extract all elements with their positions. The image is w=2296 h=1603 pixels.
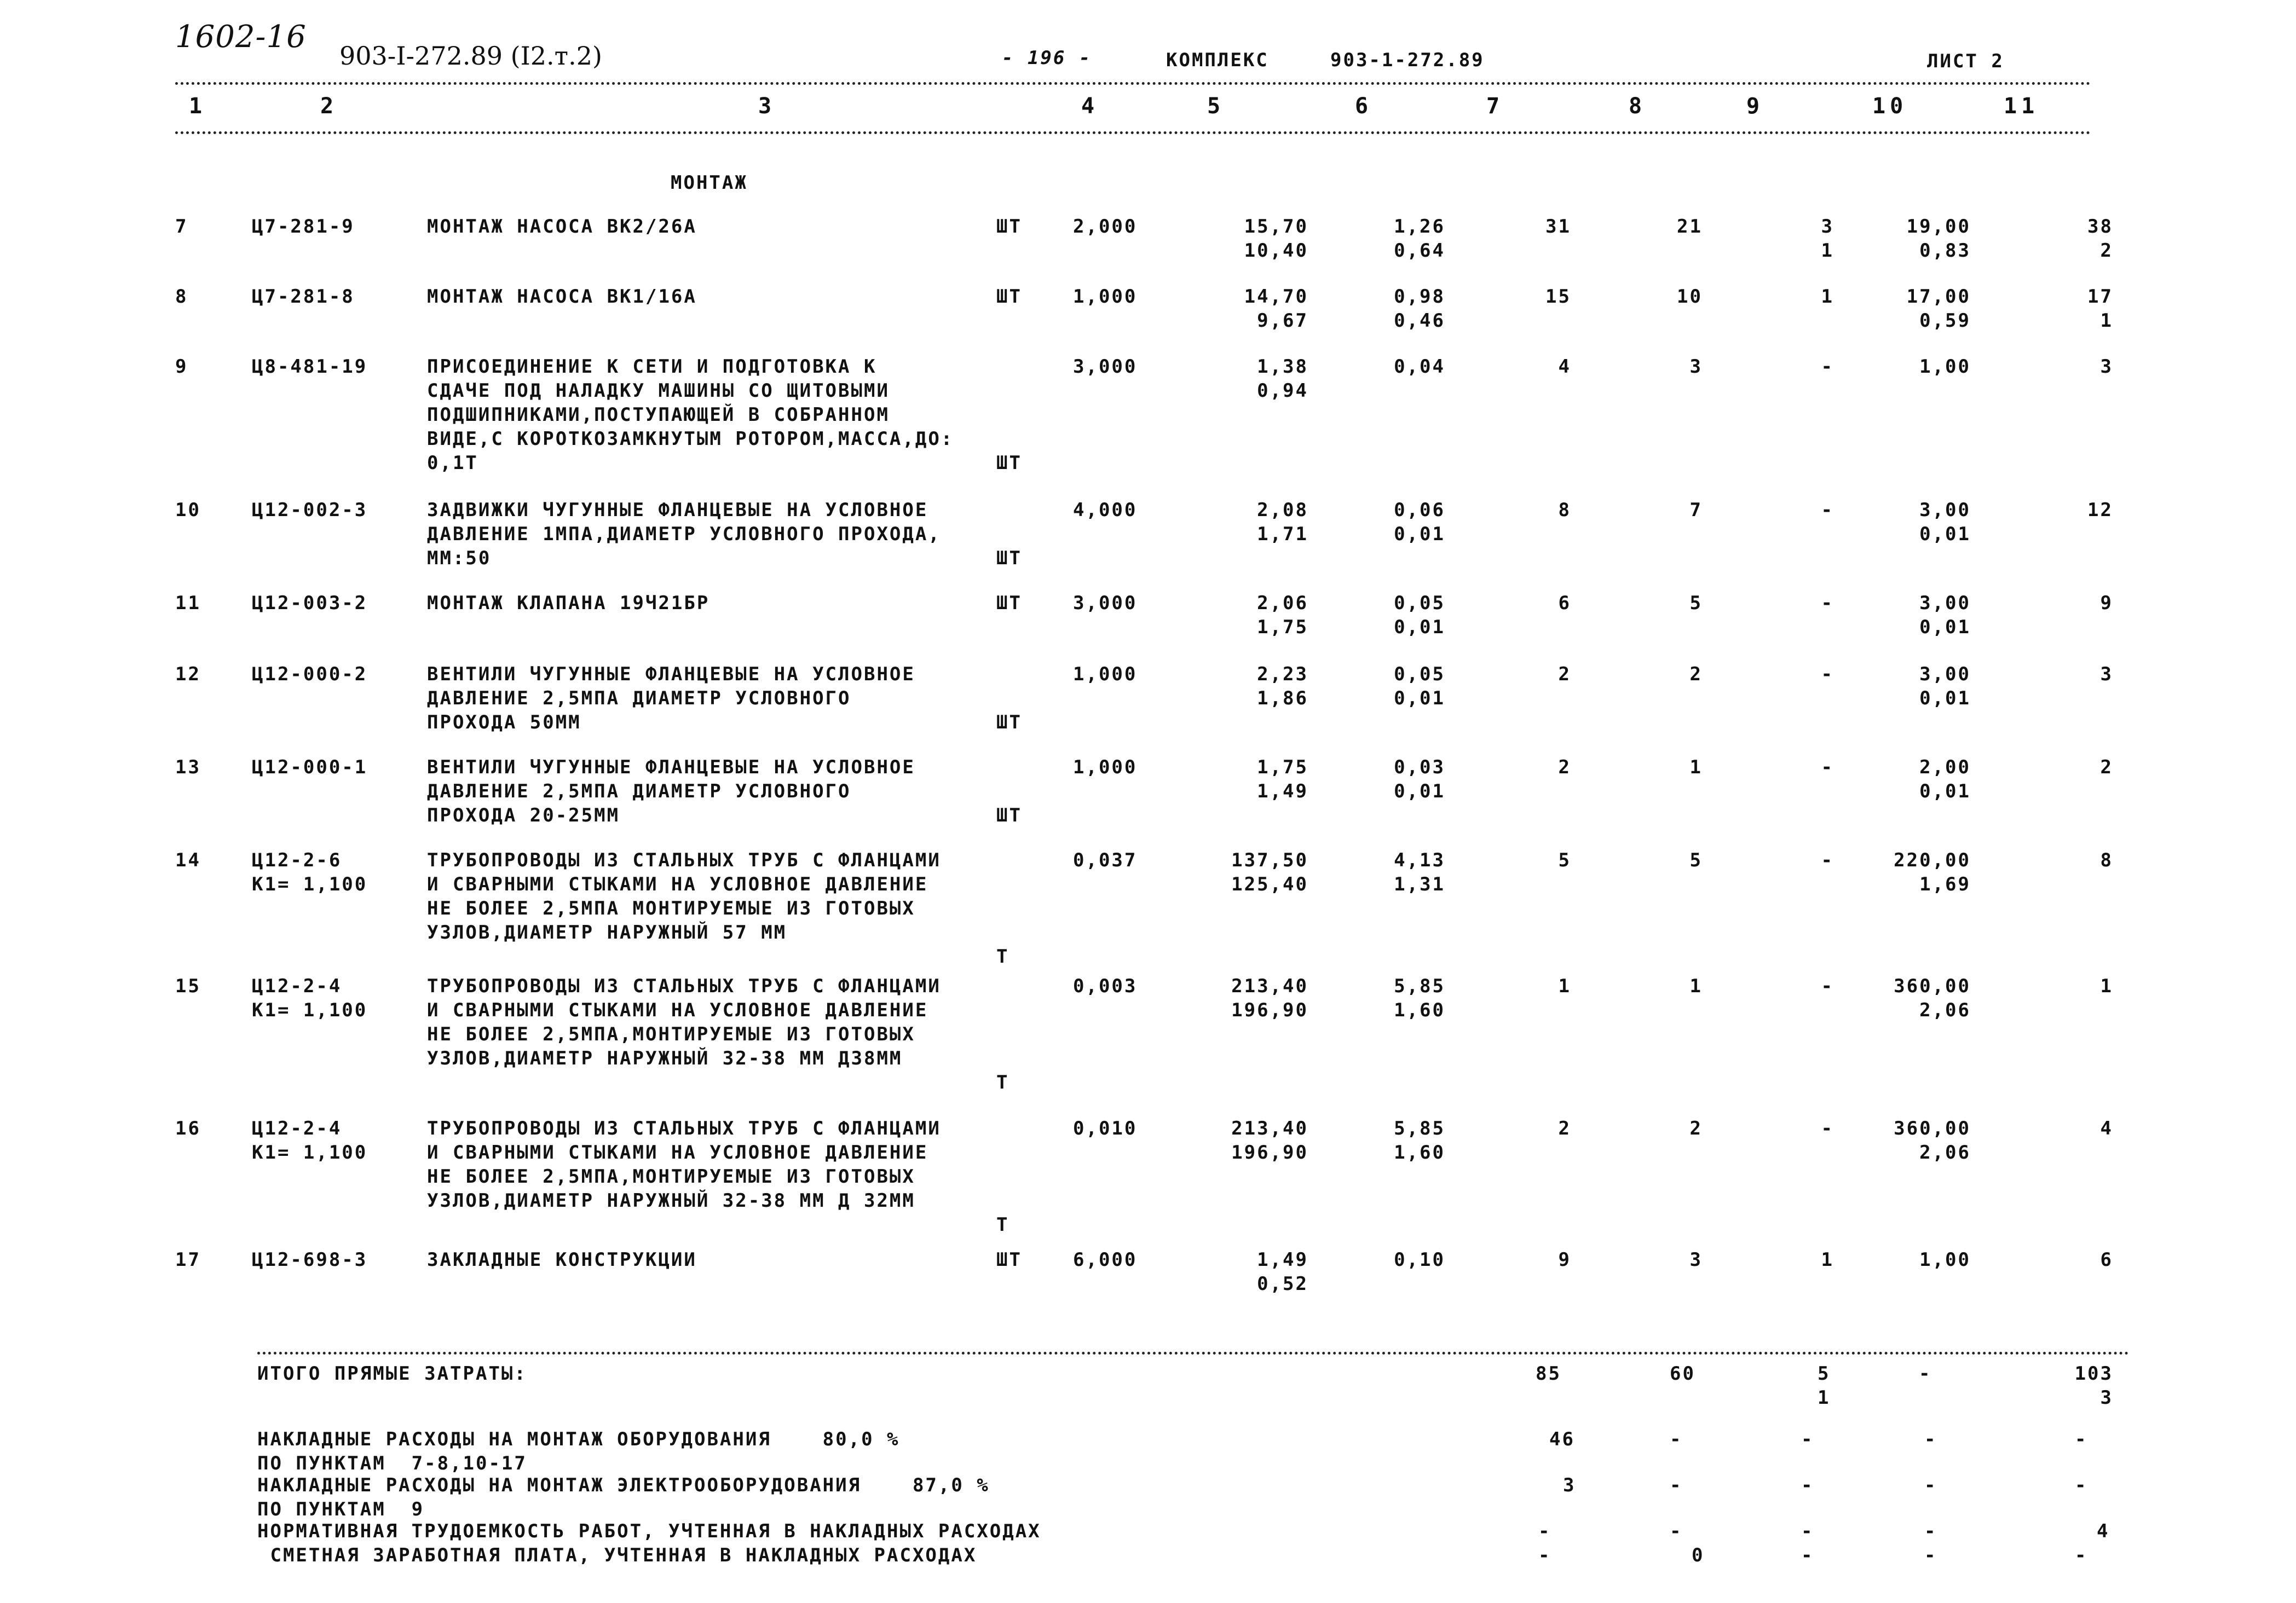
cell-c10: 360,00 2,06 (1894, 1118, 1971, 1164)
cell-c6: 0,98 0,46 (1394, 286, 1445, 332)
cell-c11: 38 2 (2087, 216, 2113, 262)
cell-qty: 6,000 (1073, 1249, 1138, 1271)
overhead-electrical-col11: - (2075, 1474, 2088, 1496)
cell-c8: 10 (1677, 286, 1703, 308)
cell-n: 8 (175, 286, 188, 308)
cell-code: Ц12-2-6 К1= 1,100 (252, 849, 368, 895)
cell-c5: 1,49 0,52 (1257, 1249, 1308, 1295)
estimated-wages-col9: - (1801, 1544, 1814, 1566)
cell-qty: 2,000 (1073, 216, 1138, 238)
cell-n: 10 (175, 499, 201, 521)
col-header-9: 9 (1746, 94, 1764, 119)
normative-labor-col10: - (1924, 1520, 1937, 1542)
cell-desc: ЗАКЛАДНЫЕ КОНСТРУКЦИИ (427, 1249, 697, 1271)
cell-desc: МОНТАЖ НАСОСА ВК2/26А (427, 216, 697, 238)
totals-col10: - (1919, 1363, 1932, 1385)
cell-c6: 0,10 (1394, 1249, 1445, 1271)
cell-c9: - (1821, 592, 1834, 614)
cell-c9: 3 1 (1821, 216, 1834, 262)
cell-code: Ц12-2-4 К1= 1,100 (252, 1118, 368, 1164)
cell-c7: 15 (1545, 286, 1571, 308)
col-header-8: 8 (1629, 94, 1647, 119)
cell-c8: 3 (1689, 1249, 1703, 1271)
cell-c9: - (1821, 356, 1834, 378)
cell-c7: 9 (1558, 1249, 1571, 1271)
cell-code: Ц12-698-3 (252, 1249, 368, 1271)
totals-col11: 103 3 (2074, 1363, 2113, 1409)
cell-c10: 220,00 1,69 (1894, 849, 1971, 895)
cell-c7: 6 (1558, 592, 1571, 614)
cell-desc: ЗАДВИЖКИ ЧУГУННЫЕ ФЛАНЦЕВЫЕ НА УСЛОВНОЕ ДАВЛЕНИЕ 1МПА,ДИАМЕТР УСЛОВНОГО ПРОХОДА, ММ:50 (427, 499, 941, 569)
handwritten-id: 1602-16 (175, 19, 307, 55)
cell-n: 16 (175, 1118, 201, 1139)
cell-c6: 0,05 0,01 (1394, 592, 1445, 638)
overhead-electrical-col7: 3 (1563, 1474, 1576, 1496)
estimated-wages-col10: - (1924, 1544, 1937, 1566)
cell-c9: - (1821, 756, 1834, 778)
cell-n: 17 (175, 1249, 201, 1271)
cell-c5: 213,40 196,90 (1231, 1118, 1308, 1164)
cell-unit: ШТ (996, 711, 1022, 733)
cell-c6: 0,06 0,01 (1394, 499, 1445, 545)
cell-c5: 1,38 0,94 (1257, 356, 1308, 402)
cell-c11: 2 (2100, 756, 2113, 778)
overhead-equipment-col9: - (1801, 1428, 1814, 1450)
col-header-4: 4 (1081, 94, 1099, 119)
cell-c10: 1,00 (1919, 356, 1971, 378)
cell-c9: 1 (1821, 286, 1834, 308)
complex-code: 903-1-272.89 (1330, 49, 1485, 71)
totals-col7: 85 (1536, 1363, 1561, 1385)
overhead-electrical: НАКЛАДНЫЕ РАСХОДЫ НА МОНТАЖ ЭЛЕКТРООБОРУДОВАНИЯ 87,0 % ПО ПУНКТАМ 9 (257, 1474, 990, 1520)
cell-c7: 2 (1558, 756, 1571, 778)
estimated-wages-col11: - (2075, 1544, 2088, 1566)
cell-unit: ШТ (996, 1249, 1022, 1271)
cell-code: Ц12-003-2 (252, 592, 368, 614)
cell-c11: 8 (2100, 849, 2113, 871)
cell-c11: 17 1 (2087, 286, 2113, 332)
cell-desc: ТРУБОПРОВОДЫ ИЗ СТАЛЬНЫХ ТРУБ С ФЛАНЦАМИ И СВАРНЫМИ СТЫКАМИ НА УСЛОВНОЕ ДАВЛЕНИЕ НЕ БОЛЕЕ 2,5МПА,МОНТИРУЕМЫЕ ИЗ ГОТОВЫХ УЗЛОВ,ДИАМЕТР НАРУЖНЫЙ 32-38 ММ Д 32ММ (427, 1118, 941, 1212)
cell-c9: - (1821, 975, 1834, 997)
cell-unit: Т (996, 946, 1009, 968)
cell-c10: 19,00 0,83 (1906, 216, 1971, 262)
cell-c10: 3,00 0,01 (1919, 592, 1971, 638)
overhead-equipment-col11: - (2075, 1428, 2088, 1450)
col-header-3: 3 (758, 94, 776, 119)
cell-c8: 2 (1689, 1118, 1703, 1139)
cell-c11: 3 (2100, 663, 2113, 685)
normative-labor-col11: 4 (2097, 1520, 2110, 1542)
cell-c10: 3,00 0,01 (1919, 499, 1971, 545)
cell-c8: 5 (1689, 592, 1703, 614)
cell-c8: 7 (1689, 499, 1703, 521)
cell-code: Ц7-281-8 (252, 286, 355, 308)
cell-c5: 1,75 1,49 (1257, 756, 1308, 802)
overhead-electrical-col10: - (1924, 1474, 1937, 1496)
cell-n: 15 (175, 975, 201, 997)
cell-c9: 1 (1821, 1249, 1834, 1271)
cell-qty: 1,000 (1073, 756, 1138, 778)
doc-code: 903-I-272.89 (I2.т.2) (339, 41, 602, 71)
overhead-equipment-col7: 46 (1549, 1428, 1575, 1450)
cell-qty: 3,000 (1073, 592, 1138, 614)
totals-rule (257, 1352, 2130, 1355)
cell-c6: 4,13 1,31 (1394, 849, 1445, 895)
normative-labor-col8: - (1670, 1520, 1683, 1542)
cell-c11: 4 (2100, 1118, 2113, 1139)
cell-desc: МОНТАЖ КЛАПАНА 19Ч21БР (427, 592, 710, 614)
cell-qty: 1,000 (1073, 286, 1138, 308)
cell-desc: МОНТАЖ НАСОСА ВК1/16А (427, 286, 697, 308)
cell-n: 13 (175, 756, 201, 778)
normative-labor-col9: - (1801, 1520, 1814, 1542)
cell-c7: 31 (1545, 216, 1571, 238)
header-rule-bottom (175, 131, 2091, 134)
cell-unit: ШТ (996, 592, 1022, 614)
estimated-wages: СМЕТНАЯ ЗАРАБОТНАЯ ПЛАТА, УЧТЕННАЯ В НАКЛАДНЫХ РАСХОДАХ (257, 1544, 977, 1566)
cell-c9: - (1821, 849, 1834, 871)
cell-c11: 3 (2100, 356, 2113, 378)
cell-n: 14 (175, 849, 201, 871)
cell-code: Ц7-281-9 (252, 216, 355, 238)
cell-unit: ШТ (996, 452, 1022, 474)
cell-c5: 137,50 125,40 (1231, 849, 1308, 895)
col-header-11: 11 (2004, 94, 2039, 119)
sheet-label: ЛИСТ 2 (1927, 50, 2004, 72)
totals-label: ИТОГО ПРЯМЫЕ ЗАТРАТЫ: (257, 1363, 527, 1385)
col-header-7: 7 (1486, 94, 1504, 119)
normative-labor: НОРМАТИВНАЯ ТРУДОЕМКОСТЬ РАБОТ, УЧТЕННАЯ В НАКЛАДНЫХ РАСХОДАХ (257, 1520, 1041, 1542)
cell-c6: 0,03 0,01 (1394, 756, 1445, 802)
cell-unit: ШТ (996, 216, 1022, 238)
cell-code: Ц12-002-3 (252, 499, 368, 521)
cell-qty: 0,003 (1073, 975, 1138, 997)
cell-desc: ВЕНТИЛИ ЧУГУННЫЕ ФЛАНЦЕВЫЕ НА УСЛОВНОЕ ДАВЛЕНИЕ 2,5МПА ДИАМЕТР УСЛОВНОГО ПРОХОДА 50ММ (427, 663, 915, 733)
cell-desc: ПРИСОЕДИНЕНИЕ К СЕТИ И ПОДГОТОВКА К СДАЧЕ ПОД НАЛАДКУ МАШИНЫ СО ЩИТОВЫМИ ПОДШИПНИКАМИ,ПОСТУПАЮЩЕЙ В СОБРАННОМ ВИДЕ,С КОРОТКОЗАМКНУТЫМ РОТОРОМ,МАССА,ДО: 0,1Т (427, 356, 954, 474)
cell-c11: 9 (2100, 592, 2113, 614)
cell-n: 7 (175, 216, 188, 238)
cell-c5: 213,40 196,90 (1231, 975, 1308, 1021)
cell-c11: 6 (2100, 1249, 2113, 1271)
cell-code: Ц8-481-19 (252, 356, 368, 378)
overhead-electrical-col8: - (1670, 1474, 1683, 1496)
cell-c11: 1 (2100, 975, 2113, 997)
cell-c8: 2 (1689, 663, 1703, 685)
cell-unit: ШТ (996, 805, 1022, 826)
cell-c8: 5 (1689, 849, 1703, 871)
cell-c6: 0,05 0,01 (1394, 663, 1445, 709)
cell-c6: 0,04 (1394, 356, 1445, 378)
overhead-equipment-col10: - (1924, 1428, 1937, 1450)
cell-c5: 14,70 9,67 (1244, 286, 1308, 332)
cell-qty: 1,000 (1073, 663, 1138, 685)
cell-c5: 2,06 1,75 (1257, 592, 1308, 638)
cell-c6: 1,26 0,64 (1394, 216, 1445, 262)
cell-c10: 2,00 0,01 (1919, 756, 1971, 802)
cell-desc: ТРУБОПРОВОДЫ ИЗ СТАЛЬНЫХ ТРУБ С ФЛАНЦАМИ И СВАРНЫМИ СТЫКАМИ НА УСЛОВНОЕ ДАВЛЕНИЕ НЕ БОЛЕЕ 2,5МПА,МОНТИРУЕМЫЕ ИЗ ГОТОВЫХ УЗЛОВ,ДИАМЕТР НАРУЖНЫЙ 32-38 ММ Д38ММ (427, 975, 941, 1069)
cell-c6: 5,85 1,60 (1394, 975, 1445, 1021)
totals-col8: 60 (1670, 1363, 1695, 1385)
cell-qty: 0,010 (1073, 1118, 1138, 1139)
cell-c10: 17,00 0,59 (1906, 286, 1971, 332)
cell-c7: 2 (1558, 1118, 1571, 1139)
cell-c10: 1,00 (1919, 1249, 1971, 1271)
cell-c10: 360,00 2,06 (1894, 975, 1971, 1021)
cell-c5: 15,70 10,40 (1244, 216, 1308, 262)
complex-label: КОМПЛЕКС (1166, 49, 1269, 71)
cell-c7: 2 (1558, 663, 1571, 685)
cell-c5: 2,23 1,86 (1257, 663, 1308, 709)
cell-c9: - (1821, 499, 1834, 521)
normative-labor-col7: - (1538, 1520, 1551, 1542)
cell-code: Ц12-000-2 (252, 663, 368, 685)
cell-c8: 3 (1689, 356, 1703, 378)
cell-c10: 3,00 0,01 (1919, 663, 1971, 709)
cell-qty: 0,037 (1073, 849, 1138, 871)
estimated-wages-col8: 0 (1692, 1544, 1705, 1566)
cell-unit: ШТ (996, 286, 1022, 308)
cell-desc: ВЕНТИЛИ ЧУГУННЫЕ ФЛАНЦЕВЫЕ НА УСЛОВНОЕ ДАВЛЕНИЕ 2,5МПА ДИАМЕТР УСЛОВНОГО ПРОХОДА 20-25ММ (427, 756, 915, 826)
col-header-5: 5 (1207, 94, 1225, 119)
page-number: - 196 - (1002, 47, 1092, 69)
totals-col9: 5 1 (1818, 1363, 1831, 1409)
col-header-2: 2 (320, 94, 338, 119)
cell-c9: - (1821, 1118, 1834, 1139)
cell-code: Ц12-000-1 (252, 756, 368, 778)
cell-c9: - (1821, 663, 1834, 685)
col-header-10: 10 (1872, 94, 1908, 119)
header-rule-top (175, 82, 2091, 85)
cell-c8: 1 (1689, 975, 1703, 997)
cell-c11: 12 (2087, 499, 2113, 521)
cell-unit: Т (996, 1214, 1009, 1236)
cell-qty: 4,000 (1073, 499, 1138, 521)
cell-code: Ц12-2-4 К1= 1,100 (252, 975, 368, 1021)
overhead-equipment: НАКЛАДНЫЕ РАСХОДЫ НА МОНТАЖ ОБОРУДОВАНИЯ 80,0 % ПО ПУНКТАМ 7-8,10-17 (257, 1428, 900, 1474)
cell-qty: 3,000 (1073, 356, 1138, 378)
col-header-6: 6 (1355, 94, 1373, 119)
section-title: МОНТАЖ (671, 172, 748, 194)
cell-c6: 5,85 1,60 (1394, 1118, 1445, 1164)
estimated-wages-col7: - (1538, 1544, 1551, 1566)
cell-n: 12 (175, 663, 201, 685)
cell-unit: ШТ (996, 547, 1022, 569)
cell-n: 9 (175, 356, 188, 378)
cell-c5: 2,08 1,71 (1257, 499, 1308, 545)
cell-c7: 8 (1558, 499, 1571, 521)
cell-c7: 5 (1558, 849, 1571, 871)
cell-c8: 21 (1677, 216, 1703, 238)
cell-c7: 1 (1558, 975, 1571, 997)
cell-c8: 1 (1689, 756, 1703, 778)
overhead-electrical-col9: - (1801, 1474, 1814, 1496)
cell-c7: 4 (1558, 356, 1571, 378)
cell-unit: Т (996, 1072, 1009, 1093)
col-header-1: 1 (189, 94, 207, 119)
overhead-equipment-col8: - (1670, 1428, 1683, 1450)
cell-n: 11 (175, 592, 201, 614)
cell-desc: ТРУБОПРОВОДЫ ИЗ СТАЛЬНЫХ ТРУБ С ФЛАНЦАМИ И СВАРНЫМИ СТЫКАМИ НА УСЛОВНОЕ ДАВЛЕНИЕ НЕ БОЛЕЕ 2,5МПА МОНТИРУЕМЫЕ ИЗ ГОТОВЫХ УЗЛОВ,ДИАМЕТР НАРУЖНЫЙ 57 ММ (427, 849, 941, 944)
